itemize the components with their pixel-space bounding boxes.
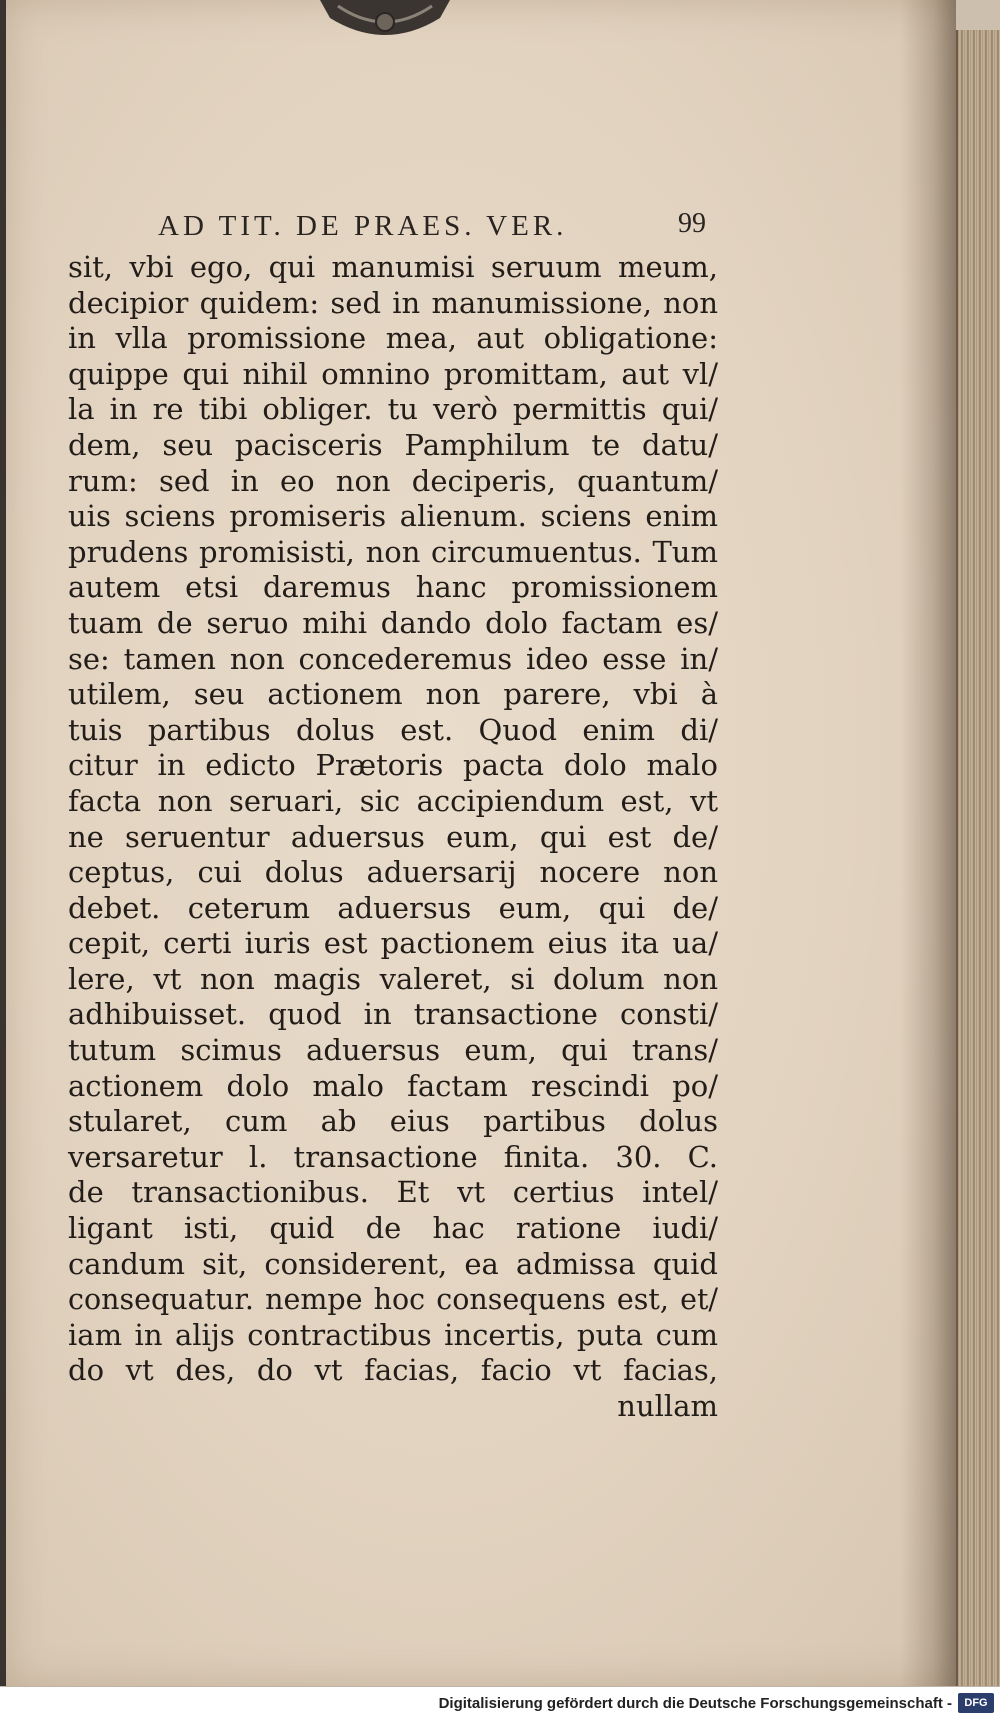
- text-line: de transactionibus. Et vt certius intel/: [68, 1175, 718, 1210]
- text-line: citur in edicto Prætoris pacta dolo malo: [68, 748, 718, 783]
- text-line: cepit, certi iuris est pactionem eius ita ua/: [68, 926, 718, 961]
- book-clasp-icon: [320, 0, 450, 50]
- catchword: nullam: [617, 1389, 718, 1423]
- text-line: dem, seu pacisceris Pamphilum te datu/: [68, 427, 718, 462]
- page-number: 99: [678, 208, 706, 239]
- text-line: iam in alijs contractibus incertis, puta cum: [68, 1317, 718, 1352]
- text-line: sit, vbi ego, qui manumisi seruum meum,: [68, 250, 718, 284]
- funding-notice: Digitalisierung gefördert durch die Deutsche Forschungsgemeinschaft -: [438, 1695, 952, 1712]
- text-line: rum: sed in eo non deciperis, quantum/: [68, 463, 718, 498]
- dfg-logo-icon: DFG: [958, 1693, 994, 1713]
- text-line: se: tamen non concederemus ideo esse in/: [68, 641, 718, 676]
- text-line: adhibuisset. quod in transactione consti/: [68, 997, 718, 1032]
- text-line: ligant isti, quid de hac ratione iudi/: [68, 1211, 718, 1246]
- text-line: facta non seruari, sic accipiendum est, vt: [68, 783, 718, 818]
- text-line: autem etsi daremus hanc promissionem: [68, 570, 718, 605]
- text-line: prudens promisisti, non circumuentus. Tum: [68, 534, 718, 569]
- text-line: candum sit, considerent, ea admissa quid: [68, 1246, 718, 1281]
- text-line: la in re tibi obliger. tu verò permittis qui/: [68, 392, 718, 427]
- running-head: AD TIT. DE PRAES. VER.: [158, 210, 568, 242]
- book-fore-edge: [956, 30, 1000, 1686]
- page-gutter-shadow: [900, 0, 956, 1686]
- text-line: stularet, cum ab eius partibus dolus: [68, 1104, 718, 1139]
- text-line: uis sciens promiseris alienum. sciens enim: [68, 499, 718, 534]
- text-line: do vt des, do vt facias, facio vt facias,: [68, 1353, 718, 1388]
- digitization-footer: [0, 1686, 1000, 1720]
- text-line: utilem, seu actionem non parere, vbi à: [68, 677, 718, 712]
- text-line: consequatur. nempe hoc consequens est, et/: [68, 1283, 718, 1317]
- text-line: decipior quidem: sed in manumissione, non: [68, 285, 718, 320]
- text-line: debet. ceterum aduersus eum, qui de/: [68, 890, 718, 925]
- text-line: quippe qui nihil omnino promittam, aut vl/: [68, 356, 718, 391]
- body-text: [68, 250, 718, 1425]
- text-line: tuam de seruo mihi dando dolo factam es/: [68, 605, 718, 640]
- text-line: versaretur l. transactione finita. 30. C.: [68, 1139, 718, 1174]
- text-line: ceptus, cui dolus aduersarij nocere non: [68, 855, 718, 890]
- text-line: tutum scimus aduersus eum, qui trans/: [68, 1033, 718, 1068]
- text-line: in vlla promissione mea, aut obligatione:: [68, 321, 718, 356]
- text-line: actionem dolo malo factam rescindi po/: [68, 1068, 718, 1103]
- text-line: ne seruentur aduersus eum, qui est de/: [68, 819, 718, 854]
- text-line: lere, vt non magis valeret, si dolum non: [68, 961, 718, 996]
- text-line: tuis partibus dolus est. Quod enim di/: [68, 712, 718, 747]
